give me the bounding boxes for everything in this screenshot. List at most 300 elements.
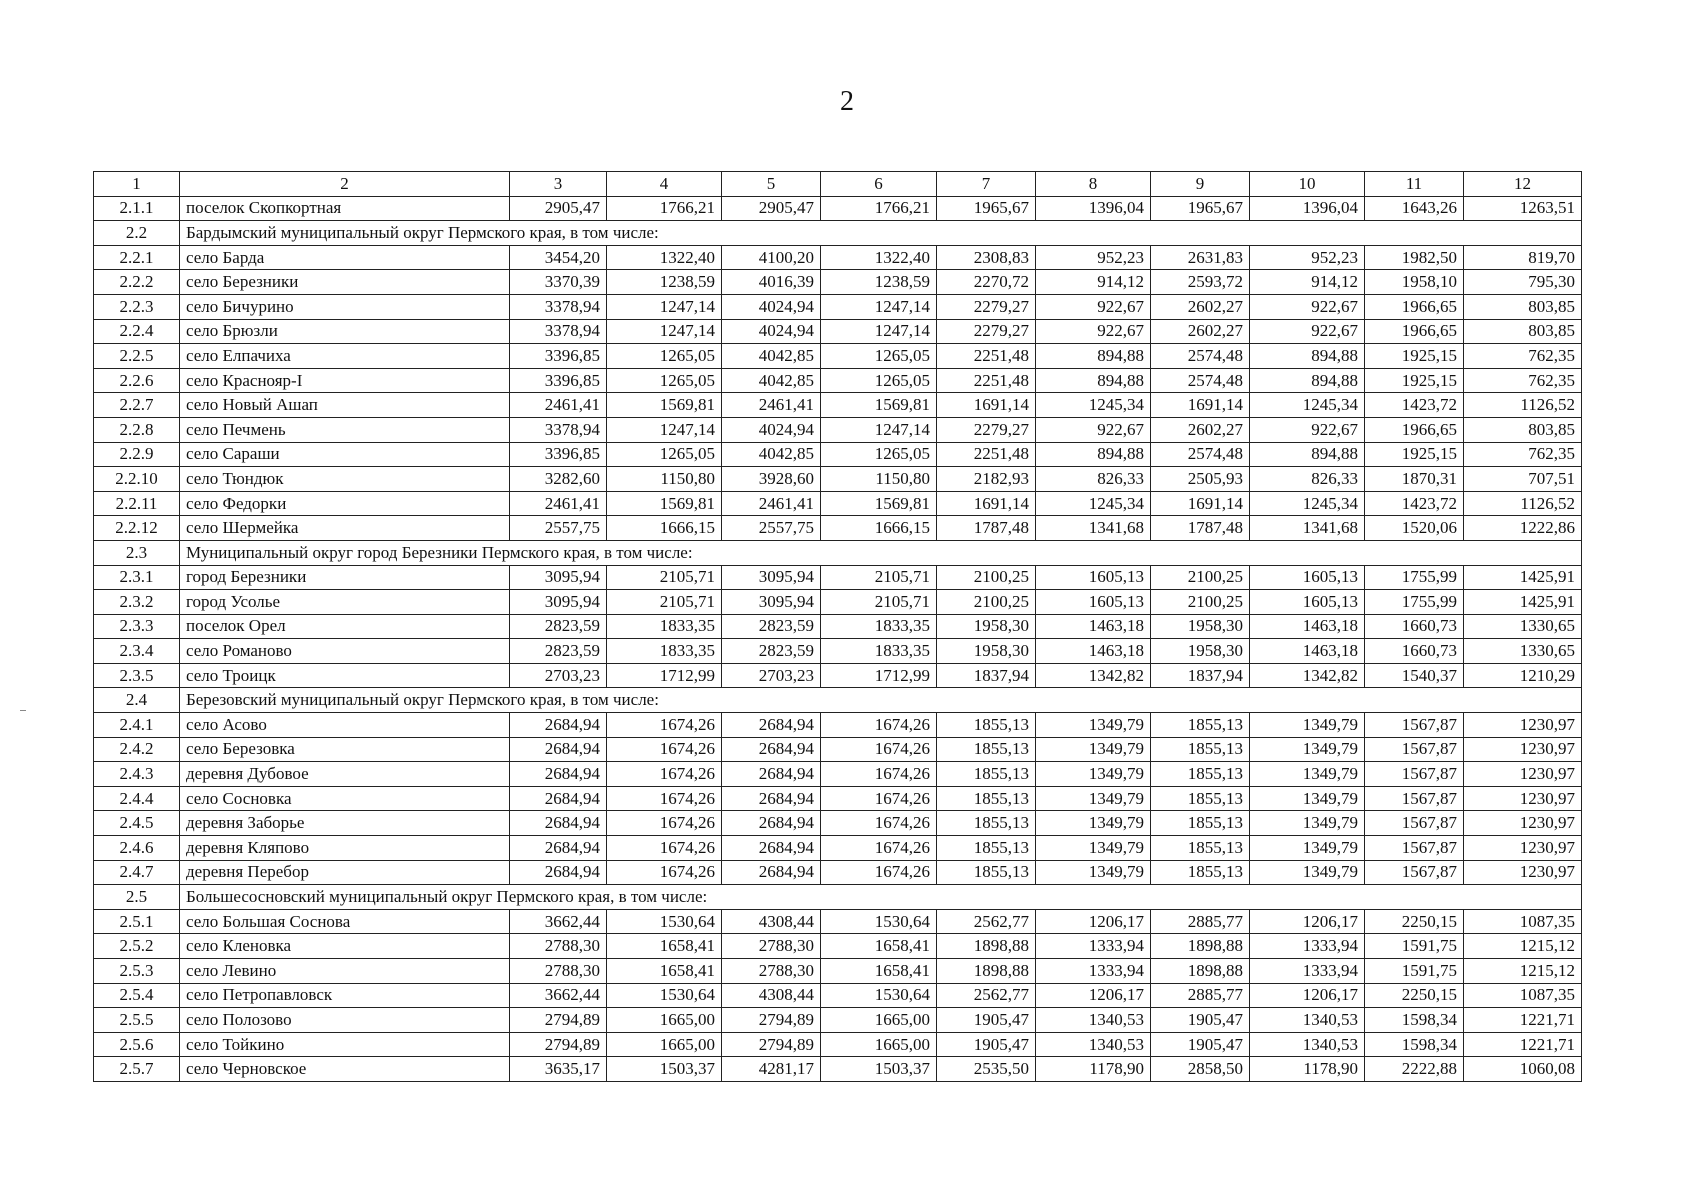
settlement-name: село Левино: [180, 959, 510, 984]
value-cell: 2684,94: [510, 713, 607, 738]
header-cell: 7: [937, 172, 1036, 197]
section-title: Большесосновский муниципальный округ Пермского края, в том числе:: [180, 885, 1582, 910]
value-cell: 2885,77: [1151, 909, 1250, 934]
row-number: 2.2.9: [94, 442, 180, 467]
value-cell: 1755,99: [1365, 565, 1464, 590]
settlement-name: деревня Дубовое: [180, 762, 510, 787]
value-cell: 4042,85: [722, 442, 821, 467]
value-cell: 922,67: [1250, 294, 1365, 319]
value-cell: 2905,47: [510, 196, 607, 221]
settlement-name: село Елпачиха: [180, 344, 510, 369]
value-cell: 3282,60: [510, 467, 607, 492]
value-cell: 1567,87: [1365, 786, 1464, 811]
value-cell: 1206,17: [1036, 909, 1151, 934]
section-number: 2.4: [94, 688, 180, 713]
table-row: [94, 196, 1582, 221]
value-cell: 2251,48: [937, 344, 1036, 369]
row-number: 2.5.4: [94, 983, 180, 1008]
value-cell: 3378,94: [510, 294, 607, 319]
value-cell: 1691,14: [937, 491, 1036, 516]
value-cell: 1230,97: [1464, 737, 1582, 762]
value-cell: 3378,94: [510, 417, 607, 442]
value-cell: 2557,75: [510, 516, 607, 541]
tariff-table: [93, 171, 1582, 1082]
value-cell: 4100,20: [722, 245, 821, 270]
value-cell: 1349,79: [1036, 737, 1151, 762]
value-cell: 3095,94: [510, 590, 607, 615]
header-cell: 2: [180, 172, 510, 197]
value-cell: 3370,39: [510, 270, 607, 295]
value-cell: 2602,27: [1151, 417, 1250, 442]
value-cell: 2684,94: [722, 786, 821, 811]
value-cell: 894,88: [1036, 344, 1151, 369]
value-cell: 1230,97: [1464, 811, 1582, 836]
row-number: 2.4.1: [94, 713, 180, 738]
table-row: [94, 590, 1582, 615]
table-row: [94, 491, 1582, 516]
table-row: [94, 713, 1582, 738]
value-cell: 762,35: [1464, 344, 1582, 369]
value-cell: 826,33: [1250, 467, 1365, 492]
value-cell: 1966,65: [1365, 417, 1464, 442]
settlement-name: село Большая Соснова: [180, 909, 510, 934]
value-cell: 1658,41: [821, 934, 937, 959]
value-cell: 1925,15: [1365, 368, 1464, 393]
table-row: [94, 663, 1582, 688]
value-cell: 1925,15: [1365, 442, 1464, 467]
value-cell: 2593,72: [1151, 270, 1250, 295]
value-cell: 2788,30: [722, 959, 821, 984]
value-cell: 1605,13: [1036, 565, 1151, 590]
value-cell: 914,12: [1036, 270, 1151, 295]
row-number: 2.3.3: [94, 614, 180, 639]
value-cell: 2105,71: [821, 565, 937, 590]
settlement-name: село Березовка: [180, 737, 510, 762]
value-cell: 1898,88: [1151, 959, 1250, 984]
value-cell: 1855,13: [1151, 786, 1250, 811]
value-cell: 1665,00: [821, 1032, 937, 1057]
value-cell: 2905,47: [722, 196, 821, 221]
value-cell: 1423,72: [1365, 393, 1464, 418]
value-cell: 1322,40: [607, 245, 722, 270]
table-row: [94, 786, 1582, 811]
value-cell: 2684,94: [722, 836, 821, 861]
settlement-name: город Березники: [180, 565, 510, 590]
value-cell: 1222,86: [1464, 516, 1582, 541]
value-cell: 1265,05: [821, 368, 937, 393]
value-cell: 2602,27: [1151, 294, 1250, 319]
value-cell: 1340,53: [1036, 1008, 1151, 1033]
value-cell: 1247,14: [607, 294, 722, 319]
value-cell: 2251,48: [937, 442, 1036, 467]
value-cell: 2703,23: [722, 663, 821, 688]
value-cell: 1349,79: [1250, 713, 1365, 738]
value-cell: 1503,37: [821, 1057, 937, 1082]
value-cell: 1330,65: [1464, 614, 1582, 639]
value-cell: 1855,13: [937, 762, 1036, 787]
value-cell: 2100,25: [937, 590, 1036, 615]
value-cell: 1349,79: [1036, 713, 1151, 738]
value-cell: 1247,14: [821, 417, 937, 442]
settlement-name: поселок Скопкортная: [180, 196, 510, 221]
table-row: [94, 836, 1582, 861]
row-number: 2.3.2: [94, 590, 180, 615]
value-cell: 922,67: [1036, 319, 1151, 344]
value-cell: 1855,13: [937, 836, 1036, 861]
value-cell: 1666,15: [607, 516, 722, 541]
value-cell: 1569,81: [821, 491, 937, 516]
settlement-name: село Кленовка: [180, 934, 510, 959]
value-cell: 1905,47: [1151, 1008, 1250, 1033]
value-cell: 1691,14: [1151, 491, 1250, 516]
value-cell: 1958,30: [1151, 639, 1250, 664]
value-cell: 1605,13: [1250, 565, 1365, 590]
value-cell: 707,51: [1464, 467, 1582, 492]
value-cell: 1855,13: [1151, 836, 1250, 861]
value-cell: 3928,60: [722, 467, 821, 492]
value-cell: 1265,05: [821, 344, 937, 369]
value-cell: 1691,14: [937, 393, 1036, 418]
value-cell: 2788,30: [510, 934, 607, 959]
table-row: [94, 319, 1582, 344]
value-cell: 1150,80: [607, 467, 722, 492]
value-cell: 4024,94: [722, 319, 821, 344]
row-number: 2.5.6: [94, 1032, 180, 1057]
settlement-name: деревня Перебор: [180, 860, 510, 885]
value-cell: 4016,39: [722, 270, 821, 295]
value-cell: 1463,18: [1036, 639, 1151, 664]
value-cell: 1265,05: [821, 442, 937, 467]
value-cell: 1855,13: [1151, 737, 1250, 762]
value-cell: 1206,17: [1036, 983, 1151, 1008]
header-cell: 8: [1036, 172, 1151, 197]
table-row: [94, 417, 1582, 442]
value-cell: 1221,71: [1464, 1032, 1582, 1057]
table-row: [94, 860, 1582, 885]
value-cell: 1837,94: [937, 663, 1036, 688]
value-cell: 2251,48: [937, 368, 1036, 393]
row-number: 2.5.2: [94, 934, 180, 959]
value-cell: 1265,05: [607, 442, 722, 467]
table-row: [94, 393, 1582, 418]
value-cell: 1349,79: [1250, 860, 1365, 885]
value-cell: 1540,37: [1365, 663, 1464, 688]
value-cell: 2461,41: [722, 491, 821, 516]
value-cell: 1833,35: [607, 639, 722, 664]
value-cell: 2794,89: [510, 1032, 607, 1057]
header-cell: 1: [94, 172, 180, 197]
value-cell: 1855,13: [937, 713, 1036, 738]
settlement-name: село Асово: [180, 713, 510, 738]
row-number: 2.4.5: [94, 811, 180, 836]
value-cell: 1658,41: [607, 934, 722, 959]
value-cell: 1087,35: [1464, 909, 1582, 934]
value-cell: 2823,59: [510, 639, 607, 664]
section-row: [94, 688, 1582, 713]
table-row: [94, 368, 1582, 393]
settlement-name: село Краснояр-I: [180, 368, 510, 393]
settlement-name: село Полозово: [180, 1008, 510, 1033]
value-cell: 952,23: [1036, 245, 1151, 270]
row-number: 2.2.4: [94, 319, 180, 344]
table-row: [94, 959, 1582, 984]
table-body: [94, 196, 1582, 1081]
value-cell: 1463,18: [1250, 639, 1365, 664]
value-cell: 1605,13: [1036, 590, 1151, 615]
value-cell: 4281,17: [722, 1057, 821, 1082]
row-number: 2.2.10: [94, 467, 180, 492]
row-number: 2.2.12: [94, 516, 180, 541]
value-cell: 1787,48: [1151, 516, 1250, 541]
value-cell: 1341,68: [1036, 516, 1151, 541]
value-cell: 1463,18: [1036, 614, 1151, 639]
value-cell: 1230,97: [1464, 762, 1582, 787]
header-cell: 4: [607, 172, 722, 197]
value-cell: 803,85: [1464, 294, 1582, 319]
value-cell: 1567,87: [1365, 737, 1464, 762]
table-row: [94, 245, 1582, 270]
value-cell: 3396,85: [510, 344, 607, 369]
value-cell: 1674,26: [607, 860, 722, 885]
value-cell: 2250,15: [1365, 909, 1464, 934]
value-cell: 1569,81: [607, 393, 722, 418]
value-cell: 2684,94: [722, 713, 821, 738]
value-cell: 1674,26: [607, 836, 722, 861]
value-cell: 1340,53: [1250, 1008, 1365, 1033]
table-row: [94, 909, 1582, 934]
row-number: 2.2.2: [94, 270, 180, 295]
value-cell: 1245,34: [1036, 491, 1151, 516]
settlement-name: деревня Заборье: [180, 811, 510, 836]
value-cell: 1503,37: [607, 1057, 722, 1082]
value-cell: 1396,04: [1250, 196, 1365, 221]
value-cell: 1349,79: [1036, 762, 1151, 787]
value-cell: 1247,14: [607, 417, 722, 442]
value-cell: 2794,89: [510, 1008, 607, 1033]
table-row: [94, 565, 1582, 590]
row-number: 2.2.5: [94, 344, 180, 369]
settlement-name: село Троицк: [180, 663, 510, 688]
row-number: 2.4.4: [94, 786, 180, 811]
value-cell: 2823,59: [510, 614, 607, 639]
value-cell: 1206,17: [1250, 909, 1365, 934]
value-cell: 2684,94: [510, 860, 607, 885]
value-cell: 2562,77: [937, 909, 1036, 934]
value-cell: 2684,94: [722, 860, 821, 885]
value-cell: 2461,41: [722, 393, 821, 418]
value-cell: 1530,64: [821, 909, 937, 934]
value-cell: 2279,27: [937, 417, 1036, 442]
value-cell: 2574,48: [1151, 344, 1250, 369]
value-cell: 1238,59: [821, 270, 937, 295]
header-cell: 6: [821, 172, 937, 197]
value-cell: 2823,59: [722, 639, 821, 664]
row-number: 2.3.1: [94, 565, 180, 590]
value-cell: 1658,41: [607, 959, 722, 984]
value-cell: 4024,94: [722, 294, 821, 319]
value-cell: 1787,48: [937, 516, 1036, 541]
value-cell: 1898,88: [1151, 934, 1250, 959]
value-cell: 1342,82: [1250, 663, 1365, 688]
value-cell: 4024,94: [722, 417, 821, 442]
value-cell: 1660,73: [1365, 614, 1464, 639]
value-cell: 1674,26: [607, 762, 722, 787]
value-cell: 2684,94: [510, 836, 607, 861]
table-row: [94, 344, 1582, 369]
value-cell: 1210,29: [1464, 663, 1582, 688]
value-cell: 1591,75: [1365, 959, 1464, 984]
row-number: 2.5.7: [94, 1057, 180, 1082]
value-cell: 3095,94: [722, 565, 821, 590]
header-cell: 11: [1365, 172, 1464, 197]
value-cell: 2100,25: [937, 565, 1036, 590]
value-cell: 2574,48: [1151, 368, 1250, 393]
value-cell: 803,85: [1464, 417, 1582, 442]
value-cell: 1333,94: [1250, 934, 1365, 959]
value-cell: 1333,94: [1250, 959, 1365, 984]
value-cell: 1349,79: [1250, 811, 1365, 836]
value-cell: 819,70: [1464, 245, 1582, 270]
value-cell: 826,33: [1036, 467, 1151, 492]
value-cell: 1674,26: [821, 811, 937, 836]
value-cell: 1520,06: [1365, 516, 1464, 541]
table-row: [94, 934, 1582, 959]
value-cell: 1265,05: [607, 344, 722, 369]
value-cell: 1958,30: [1151, 614, 1250, 639]
value-cell: 1569,81: [821, 393, 937, 418]
value-cell: 2505,93: [1151, 467, 1250, 492]
value-cell: 1665,00: [607, 1032, 722, 1057]
value-cell: 1349,79: [1250, 786, 1365, 811]
value-cell: 1898,88: [937, 934, 1036, 959]
value-cell: 1247,14: [607, 319, 722, 344]
value-cell: 1966,65: [1365, 294, 1464, 319]
value-cell: 1206,17: [1250, 983, 1365, 1008]
value-cell: 1126,52: [1464, 393, 1582, 418]
value-cell: 1230,97: [1464, 786, 1582, 811]
table-row: [94, 811, 1582, 836]
header-cell: 12: [1464, 172, 1582, 197]
value-cell: 1766,21: [607, 196, 722, 221]
value-cell: 1965,67: [937, 196, 1036, 221]
value-cell: 1238,59: [607, 270, 722, 295]
value-cell: 1230,97: [1464, 836, 1582, 861]
value-cell: 1855,13: [937, 811, 1036, 836]
value-cell: 1658,41: [821, 959, 937, 984]
row-number: 2.3.4: [94, 639, 180, 664]
value-cell: 3378,94: [510, 319, 607, 344]
value-cell: 1530,64: [821, 983, 937, 1008]
settlement-name: село Тюндюк: [180, 467, 510, 492]
value-cell: 1425,91: [1464, 590, 1582, 615]
settlement-name: село Тойкино: [180, 1032, 510, 1057]
value-cell: 1905,47: [1151, 1032, 1250, 1057]
value-cell: 1263,51: [1464, 196, 1582, 221]
settlement-name: село Шермейка: [180, 516, 510, 541]
section-row: [94, 540, 1582, 565]
value-cell: 922,67: [1250, 417, 1365, 442]
value-cell: 762,35: [1464, 442, 1582, 467]
value-cell: 1674,26: [821, 836, 937, 861]
value-cell: 1349,79: [1250, 762, 1365, 787]
value-cell: 1666,15: [821, 516, 937, 541]
value-cell: 1245,34: [1036, 393, 1151, 418]
value-cell: 1958,30: [937, 614, 1036, 639]
value-cell: 1833,35: [821, 639, 937, 664]
value-cell: 1530,64: [607, 983, 722, 1008]
value-cell: 894,88: [1036, 442, 1151, 467]
value-cell: 1855,13: [1151, 860, 1250, 885]
value-cell: 3396,85: [510, 368, 607, 393]
settlement-name: село Черновское: [180, 1057, 510, 1082]
value-cell: 1463,18: [1250, 614, 1365, 639]
value-cell: 1341,68: [1250, 516, 1365, 541]
value-cell: 894,88: [1250, 344, 1365, 369]
value-cell: 1674,26: [821, 786, 937, 811]
value-cell: 1349,79: [1250, 836, 1365, 861]
value-cell: 1178,90: [1036, 1057, 1151, 1082]
value-cell: 2794,89: [722, 1008, 821, 1033]
value-cell: 1837,94: [1151, 663, 1250, 688]
table-row: [94, 737, 1582, 762]
value-cell: 1674,26: [607, 737, 722, 762]
section-row: [94, 221, 1582, 246]
value-cell: 1230,97: [1464, 713, 1582, 738]
value-cell: 1958,30: [937, 639, 1036, 664]
value-cell: 2823,59: [722, 614, 821, 639]
value-cell: 2105,71: [607, 590, 722, 615]
value-cell: 1855,13: [937, 737, 1036, 762]
value-cell: 1060,08: [1464, 1057, 1582, 1082]
value-cell: 2703,23: [510, 663, 607, 688]
table-row: [94, 639, 1582, 664]
scan-mark: [20, 710, 26, 711]
value-cell: 2631,83: [1151, 245, 1250, 270]
value-cell: 1674,26: [821, 762, 937, 787]
settlement-name: село Бичурино: [180, 294, 510, 319]
value-cell: 1605,13: [1250, 590, 1365, 615]
settlement-name: село Печмень: [180, 417, 510, 442]
value-cell: 1178,90: [1250, 1057, 1365, 1082]
row-number: 2.4.3: [94, 762, 180, 787]
value-cell: 1958,10: [1365, 270, 1464, 295]
value-cell: 1396,04: [1036, 196, 1151, 221]
value-cell: 2562,77: [937, 983, 1036, 1008]
settlement-name: село Брюзли: [180, 319, 510, 344]
value-cell: 1087,35: [1464, 983, 1582, 1008]
header-cell: 9: [1151, 172, 1250, 197]
value-cell: 2270,72: [937, 270, 1036, 295]
value-cell: 1567,87: [1365, 836, 1464, 861]
header-cell: 3: [510, 172, 607, 197]
value-cell: 2684,94: [510, 737, 607, 762]
section-title: Березовский муниципальный округ Пермского края, в том числе:: [180, 688, 1582, 713]
value-cell: 1660,73: [1365, 639, 1464, 664]
value-cell: 894,88: [1250, 442, 1365, 467]
settlement-name: село Петропавловск: [180, 983, 510, 1008]
table-row: [94, 983, 1582, 1008]
value-cell: 1349,79: [1036, 786, 1151, 811]
value-cell: 1755,99: [1365, 590, 1464, 615]
value-cell: 1333,94: [1036, 959, 1151, 984]
value-cell: 1342,82: [1036, 663, 1151, 688]
value-cell: 795,30: [1464, 270, 1582, 295]
value-cell: 1530,64: [607, 909, 722, 934]
value-cell: 1322,40: [821, 245, 937, 270]
row-number: 2.5.5: [94, 1008, 180, 1033]
value-cell: 2684,94: [722, 737, 821, 762]
value-cell: 1349,79: [1036, 811, 1151, 836]
